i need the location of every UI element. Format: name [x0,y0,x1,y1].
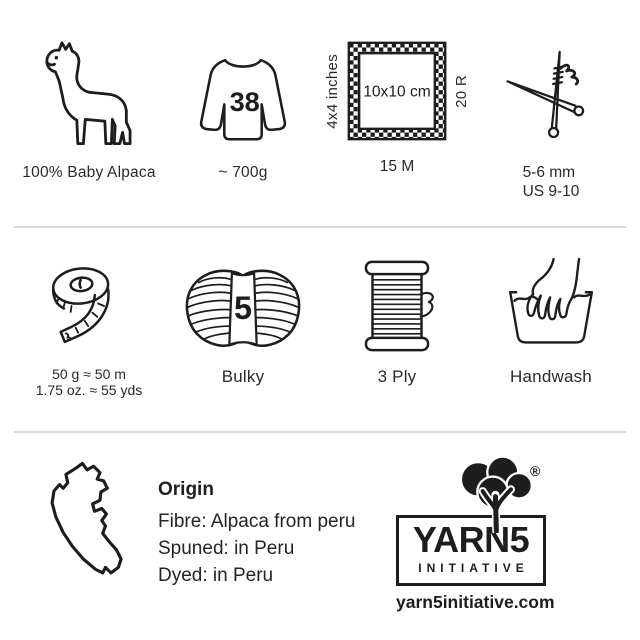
care-detail [474,254,628,399]
origin-fibre-line: Fibre: Alpaca from peru [158,510,356,532]
origin-spun-line: Spuned: in Peru [158,537,295,559]
gauge-rows-label: 20 R [453,74,470,108]
garment-spec [166,30,320,202]
measuring-tape-icon [37,256,141,356]
specs-row [0,0,640,202]
gauge-spec [320,30,474,202]
gauge-cm-label: 10x10 cm [363,83,431,101]
details-row [0,254,640,399]
yarn-skein-icon [179,262,307,356]
origin-info [158,449,355,589]
yardage-imperial: 1.75 oz. ≈ 55 yds [35,382,143,399]
alpaca-icon [32,40,146,152]
registered-mark: ® [530,462,541,479]
gauge-inches-label: 4x4 inches [324,53,341,129]
peru-map-icon [42,459,134,593]
garment-size: 38 [229,86,260,118]
needle-size-us: US 9-10 [522,182,580,200]
fiber-spec [12,30,166,202]
thread-spool-icon [348,256,446,356]
brand-website: yarn5initiative.com [396,591,555,612]
sweater-icon [192,50,294,152]
fiber-label: 100% Baby Alpaca [22,164,156,181]
ply-detail [320,254,474,399]
gauge-stitches-label: 15 M [379,158,415,175]
weight-class-label: Bulky [221,366,265,386]
divider-top [14,226,626,228]
yardage-metric: 50 g ≈ 50 m [52,365,126,382]
weight-class-number: 5 [233,290,253,327]
yardage-labels [36,366,143,399]
yardage-detail [12,254,166,399]
needle-sizes [523,164,580,202]
origin-heading: Origin [158,478,214,500]
brand-name: YARN5 [412,518,530,560]
knitting-needles-icon [499,42,603,152]
origin-row [0,433,640,613]
brand-subtitle: INITIATIVE [418,560,529,575]
gauge-swatch-icon [345,39,449,143]
weight-class-detail [166,254,320,399]
origin-dyed-line: Dyed: in Peru [158,564,274,586]
needles-spec [474,30,628,202]
handwash-icon [498,254,604,356]
garment-weight-label: ~ 700g [218,164,268,181]
yarn5-logo [396,449,555,613]
care-label: Handwash [510,366,592,386]
needle-size-mm: 5-6 mm [522,164,576,181]
ply-label: 3 Ply [377,366,417,386]
